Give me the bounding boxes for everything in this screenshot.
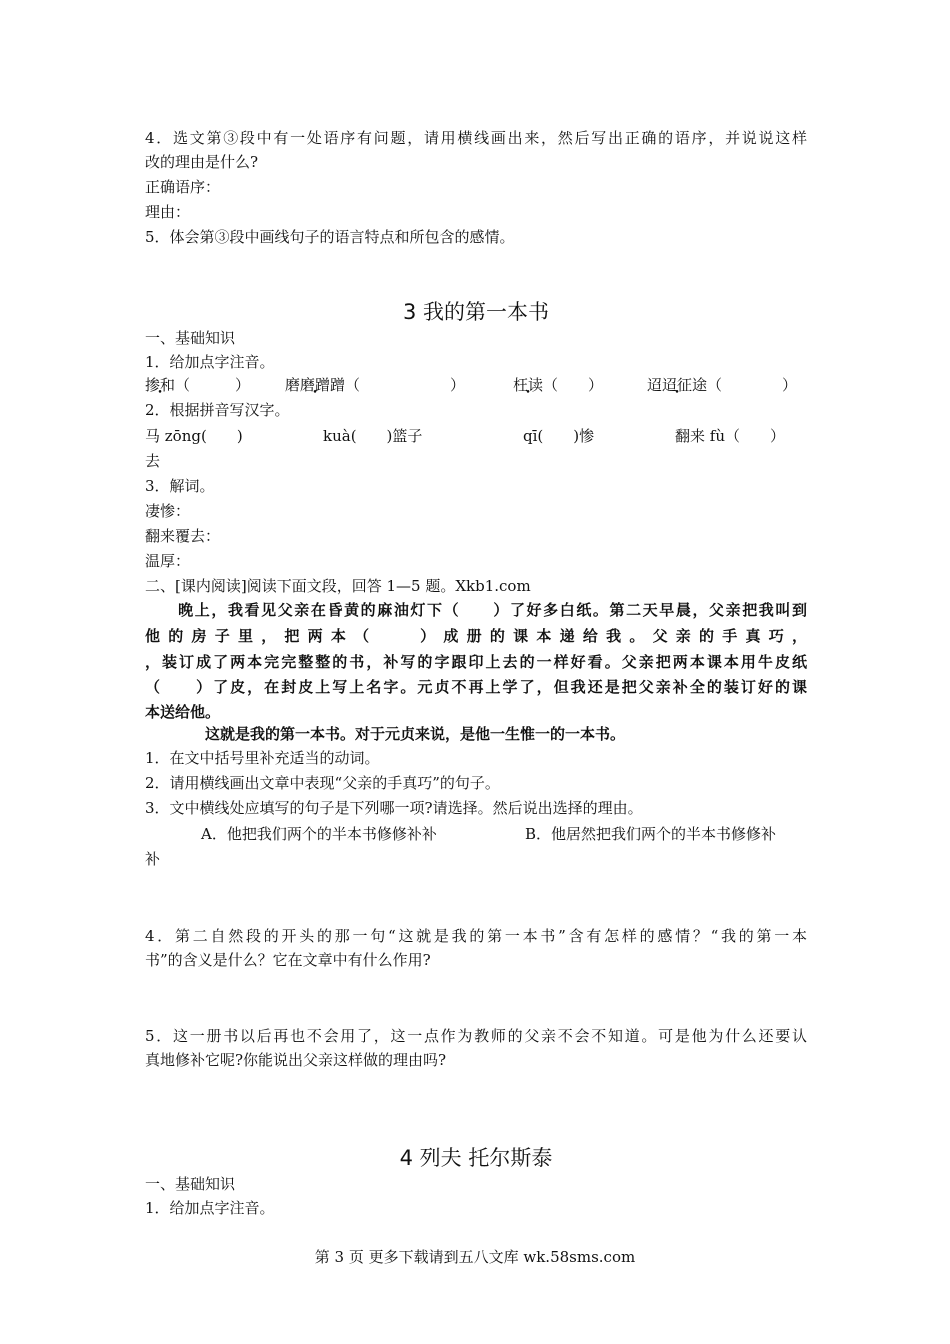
reading-q2: 2．请用横线画出文章中表现“父亲的手真巧”的句子。 [145,774,500,792]
lesson3-part2: 二、[课内阅读]阅读下面文段，回答 1—5 题。Xkb1.com [145,577,531,595]
vocab-item: 凄惨： [145,502,191,520]
prev-correct-order: 正确语序： [145,178,221,196]
lesson3-q3: 3．解词。 [145,477,215,495]
reading-q1: 1．在文中括号里补充适当的动词。 [145,749,380,767]
hanzi-item: qī( )惨 [523,427,595,445]
lesson4-q1: 1．给加点字注音。 [145,1199,275,1217]
passage-line: 他 的 房 子 里 ， 把 两 本 （ ） 成 册 的 课 本 递 给 我 。 父 亲 的 手 真 巧 ， [145,627,807,645]
lesson3-q1: 1．给加点字注音。 [145,353,275,371]
page-footer: 第 3 页 更多下载请到五八文库 wk.58sms.com [314,1248,636,1266]
hanzi-row [145,424,807,448]
lesson4-title: 4 列夫 托尔斯泰 [399,1146,553,1170]
hanzi-item: 马 zōng( ) [145,427,243,445]
pinyin-word: 磨磨蹭蹭 [285,376,346,394]
pinyin-word: 枉读 [513,376,544,394]
option-a: A．他把我们两个的半本书修修补补 [201,825,437,843]
pinyin-blank: （ ） [707,376,798,394]
reading-q3-options [145,822,807,846]
hanzi-item: kuà( )篮子 [323,427,423,445]
passage-line: 本送给他。 [145,703,221,721]
option-b: B．他居然把我们两个的半本书修修补 [525,825,777,843]
pinyin-blank: （ ） [345,376,466,394]
passage-line: 晚上，我看见父亲在昏黄的麻油灯下（ ）了好多白纸。第二天早晨，父亲把我叫到 [145,601,807,619]
reading-q4-line2: 书”的含义是什么？它在文章中有什么作用? [145,951,431,969]
reading-q5-line2: 真地修补它呢?你能说出父亲这样做的理由吗? [145,1051,447,1069]
pinyin-blank: （ ） [543,376,604,394]
pinyin-blank: （ ） [175,376,251,394]
reading-q4-line1: 4．第二自然段的开头的那一句“这就是我的第一本书”含有怎样的感情？“我的第一本 [145,927,807,945]
reading-q3: 3．文中横线处应填写的句子是下列哪一项?请选择。然后说出选择的理由。 [145,799,643,817]
hanzi-item: 翻来 fù（ ） [675,427,785,445]
prev-q4-line2: 改的理由是什么? [145,153,259,171]
pinyin-item [647,373,797,397]
option-b-wrap: 补 [145,850,161,868]
pinyin-word: 掺和 [145,376,176,394]
lesson3-part1: 一、基础知识 [145,329,236,347]
pinyin-row [145,373,807,397]
vocab-item: 温厚： [145,552,191,570]
pinyin-item [285,373,465,397]
passage-line: 这就是我的第一本书。对于元贞来说，是他一生惟一的一本书。 [145,725,626,743]
passage-line: （ ）了皮，在封皮上写上名字。元贞不再上学了，但我还是把父亲补全的装订好的课 [145,678,807,696]
prev-q5: 5．体会第③段中画线句子的语言特点和所包含的感情。 [145,228,515,246]
lesson3-q2: 2．根据拼音写汉字。 [145,401,290,419]
vocab-item: 翻来覆去： [145,527,221,545]
lesson3-title: 3 我的第一本书 [402,300,550,324]
pinyin-word: 迢迢征途 [647,376,708,394]
prev-q4-line1: 4．选文第③段中有一处语序有问题，请用横线画出来，然后写出正确的语序，并说说这样 [145,129,807,147]
passage-line: ，装订成了两本完完整整的书，补写的字跟印上去的一样好看。父亲把两本课本用牛皮纸 [145,653,807,671]
pinyin-item [145,373,250,397]
reading-q5-line1: 5．这一册书以后再也不会用了，这一点作为教师的父亲不会不知道。可是他为什么还要认 [145,1027,807,1045]
hanzi-wrap: 去 [145,452,161,470]
prev-reason: 理由： [145,203,191,221]
pinyin-item [513,373,603,397]
lesson4-part1: 一、基础知识 [145,1175,236,1193]
